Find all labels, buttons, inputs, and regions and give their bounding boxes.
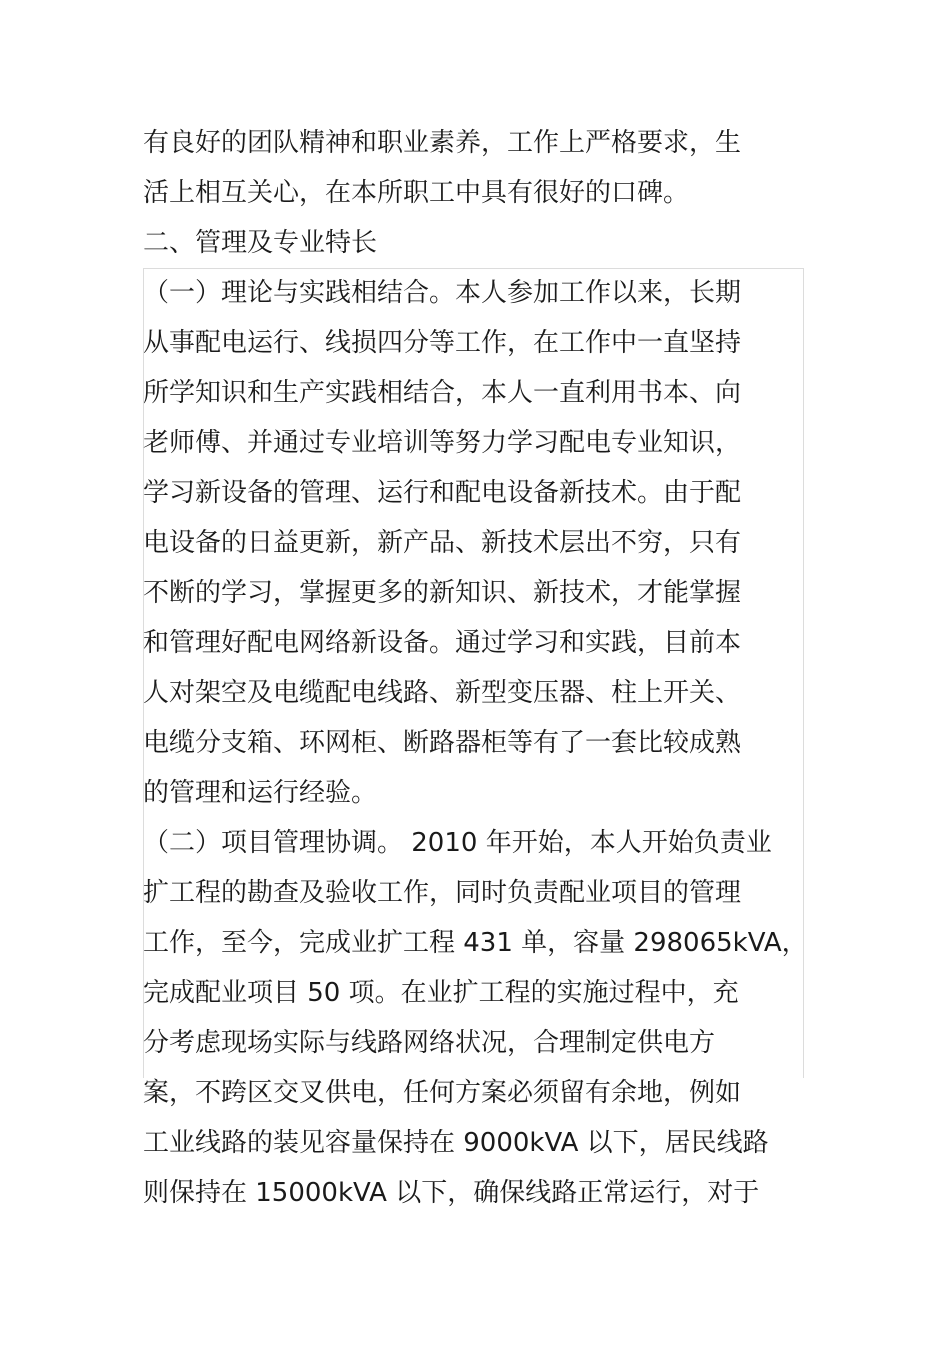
section-heading: 二、管理及专业特长 bbox=[143, 228, 378, 258]
text-line: （一）理论与实践相结合。本人参加工作以来，长期 bbox=[143, 278, 742, 308]
text-line: 所学知识和生产实践相结合，本人一直利用书本、向 bbox=[143, 378, 742, 408]
text-line: 有良好的团队精神和职业素养，工作上严格要求，生 bbox=[143, 128, 742, 158]
text-line: 从事配电运行、线损四分等工作，在工作中一直坚持 bbox=[143, 328, 742, 358]
text-line: 人对架空及电缆配电线路、新型变压器、柱上开关、 bbox=[143, 678, 742, 708]
text-line: 则保持在 15000kVA 以下，确保线路正常运行，对于 bbox=[143, 1178, 760, 1208]
text-line: 活上相互关心，在本所职工中具有很好的口碑。 bbox=[143, 178, 690, 208]
text-line: 工作，至今，完成业扩工程 431 单，容量 298065kVA， bbox=[143, 928, 808, 958]
text-line: 电缆分支箱、环网柜、断路器柜等有了一套比较成熟 bbox=[143, 728, 742, 758]
text-line: 不断的学习，掌握更多的新知识、新技术，才能掌握 bbox=[143, 578, 742, 608]
text-line: （二）项目管理协调。 2010 年开始，本人开始负责业 bbox=[143, 828, 772, 858]
body-text bbox=[143, 118, 823, 1218]
text-line: 完成配业项目 50 项。在业扩工程的实施过程中，充 bbox=[143, 978, 739, 1008]
text-line: 老师傅、并通过专业培训等努力学习配电专业知识， bbox=[143, 428, 742, 458]
text-line: 的管理和运行经验。 bbox=[143, 778, 378, 808]
text-line: 扩工程的勘查及验收工作，同时负责配业项目的管理 bbox=[143, 878, 742, 908]
text-line: 工业线路的装见容量保持在 9000kVA 以下，居民线路 bbox=[143, 1128, 769, 1158]
text-line: 电设备的日益更新，新产品、新技术层出不穷，只有 bbox=[143, 528, 742, 558]
text-line: 和管理好配电网络新设备。通过学习和实践，目前本 bbox=[143, 628, 742, 658]
text-line: 学习新设备的管理、运行和配电设备新技术。由于配 bbox=[143, 478, 742, 508]
text-line: 分考虑现场实际与线路网络状况，合理制定供电方 bbox=[143, 1028, 716, 1058]
text-line: 案，不跨区交叉供电，任何方案必须留有余地，例如 bbox=[143, 1078, 742, 1108]
